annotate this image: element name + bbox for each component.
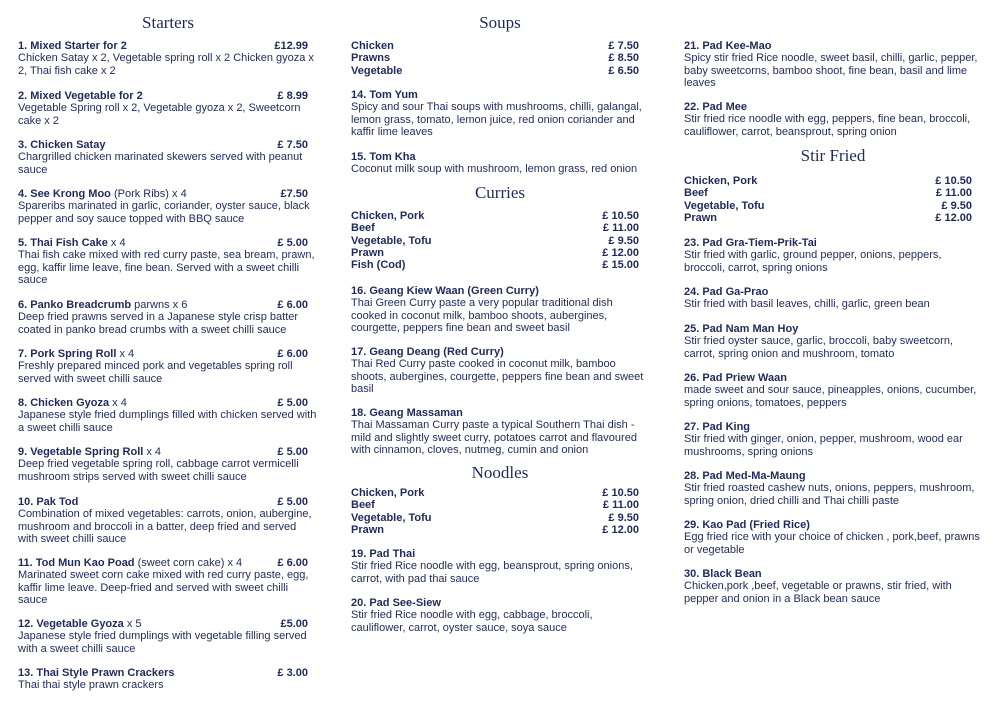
menu-item (684, 286, 982, 311)
item-name: 14. Tom Yum (351, 89, 418, 101)
price-label: Chicken, Pork (351, 487, 425, 499)
item-name: 12. Vegetable Gyoza (18, 618, 124, 630)
price-row (351, 210, 649, 222)
menu-item (684, 40, 982, 89)
menu-item (684, 519, 982, 556)
price-label: Beef (351, 222, 375, 235)
price-label: Beef (684, 187, 708, 200)
item-description: Stir fried with garlic, ground pepper, onions, peppers, broccoli, carrot, spring onions (684, 249, 942, 274)
price-value: £ 12.00 (602, 246, 639, 259)
item-name: 17. Geang Deang (Red Curry) (351, 346, 504, 358)
item-description: Stir fried roasted cashew nuts, onions, peppers, mushroom, spring onion, dried chilli and Thai chilli paste (684, 482, 975, 507)
item-name: 1. Mixed Starter for 2 (18, 40, 127, 52)
menu-item (18, 90, 318, 127)
item-description: Chargrilled chicken marinated skewers served with peanut sauce (18, 151, 303, 176)
menu-item (18, 299, 318, 336)
item-name: 3. Chicken Satay (18, 139, 106, 151)
price-label: Beef (351, 499, 375, 512)
item-name: 13. Thai Style Prawn Crackers (18, 667, 175, 679)
item-price: £ 5.00 (277, 496, 308, 508)
menu-item (351, 407, 649, 456)
menu-item (18, 40, 318, 77)
menu-item (18, 496, 318, 545)
item-description: Chicken,pork ,beef, vegetable or prawns, stir fried, with pepper and onion in a Black bean sauce (684, 580, 952, 605)
price-value: £ 10.50 (935, 175, 972, 187)
menu-item (684, 421, 982, 458)
price-row (684, 212, 982, 224)
item-description: Deep fried vegetable spring roll, cabbage carrot vermicelli mushroom strips served with sweet chilli sauce (18, 458, 299, 483)
item-description: Thai thai style prawn crackers (18, 679, 164, 692)
noodles-heading: Noodles (471, 463, 529, 482)
menu-item (684, 568, 982, 605)
item-name: 5. Thai Fish Cake (18, 237, 108, 249)
menu-item (351, 285, 649, 334)
item-name: 23. Pad Gra-Tiem-Prik-Tai (684, 237, 817, 249)
starters-heading: Starters (142, 13, 194, 32)
item-extra: x 4 (143, 446, 162, 458)
price-value: £ 10.50 (602, 210, 639, 222)
item-name: 26. Pad Priew Waan (684, 372, 787, 384)
price-value: £ 8.50 (608, 52, 639, 65)
menu-item (684, 101, 982, 138)
item-description: Thai Massaman Curry paste a typical Southern Thai dish - mild and slightly sweet curry, potatoes carrot and flavoured with cinnamon, cloves, nutmeg, cumin and onion (351, 419, 637, 456)
price-row (351, 499, 649, 511)
item-extra: x 4 (107, 237, 126, 249)
item-description: Vegetable Spring roll x 2, Vegetable gyoza x 2, Sweetcorn cake x 2 (18, 102, 301, 127)
item-price: £7.50 (280, 188, 308, 200)
price-label: Vegetable, Tofu (684, 199, 765, 212)
item-description: Egg fried rice with your choice of chicken , pork,beef, prawns or vegetable (684, 531, 980, 556)
item-description: Chicken Satay x 2, Vegetable spring roll x 2 Chicken gyoza x 2, Thai fish cake x 2 (18, 52, 314, 77)
item-price: £ 8.99 (277, 90, 308, 102)
item-price: £ 5.00 (277, 237, 308, 249)
item-price: £ 5.00 (277, 446, 308, 458)
item-name: 25. Pad Nam Man Hoy (684, 323, 799, 335)
item-description: made sweet and sour sauce, pineapples, onions, cucumber, spring onions, tomatoes, peppers (684, 384, 977, 409)
item-description: Stir fried rice noodle with egg, peppers, fine bean, broccoli, cauliflower, carrot, beansprout, spring onion (684, 113, 971, 138)
item-name: 2. Mixed Vegetable for 2 (18, 90, 143, 102)
price-value: £ 11.00 (602, 499, 639, 512)
price-value: £ 12.00 (602, 523, 639, 536)
item-description: Deep fried prawns served in a Japanese style crisp batter coated in panko bread crumbs with a sweet chilli sauce (18, 311, 299, 336)
soups-heading: Soups (479, 13, 521, 32)
item-description: Thai Red Curry paste cooked in coconut milk, bamboo shoots, aubergines, courgette, peppers fine bean and sweet basil (351, 358, 644, 395)
item-name: 7. Pork Spring Roll (18, 348, 117, 360)
item-name: 27. Pad King (684, 421, 751, 433)
soups-price-list (351, 40, 649, 77)
price-row (351, 40, 649, 52)
price-row (351, 235, 649, 247)
item-description: Thai fish cake mixed with red curry paste, sea bream, prawn, egg, kaffir lime leave, fine bean. Served with a sweet chilli sauce (18, 249, 315, 286)
menu-item (684, 372, 982, 409)
price-value: £ 12.00 (935, 211, 972, 224)
item-description: Stir fried with basil leaves, chilli, garlic, green bean (684, 298, 930, 311)
item-name: 18. Geang Massaman (351, 407, 463, 419)
price-value: £ 6.50 (608, 64, 639, 77)
item-price: £ 6.00 (277, 299, 308, 311)
item-extra: parwns x 6 (131, 299, 188, 311)
price-value: £ 9.50 (608, 511, 639, 524)
price-label: Prawn (684, 211, 718, 224)
item-name: 22. Pad Mee (684, 101, 747, 113)
item-name: 6. Panko Breadcrumb (18, 299, 132, 311)
item-description: Spicy stir fried Rice noodle, sweet basil, chilli, garlic, pepper, baby sweetcorns, bamboo shoot, fine bean, basil and lime leaves (684, 52, 978, 89)
item-name: 19. Pad Thai (351, 548, 416, 560)
price-row (684, 200, 982, 212)
price-label: Fish (Cod) (351, 259, 406, 272)
item-name: 8. Chicken Gyoza (18, 397, 110, 409)
menu-item (18, 446, 318, 483)
item-extra: (sweet corn cake) x 4 (134, 557, 243, 569)
item-name: 29. Kao Pad (Fried Rice) (684, 519, 810, 531)
price-value: £ 9.50 (941, 199, 972, 212)
price-label: Vegetable, Tofu (351, 234, 432, 247)
item-description: Marinated sweet corn cake mixed with red curry paste, egg, kaffir lime leave. Deep-fried and served with sweet chilli sauce (18, 569, 309, 606)
stir-fried-heading: Stir Fried (800, 146, 866, 165)
menu-item (18, 397, 318, 434)
price-row (351, 52, 649, 64)
price-label: Vegetable, Tofu (351, 511, 432, 524)
item-price: £5.00 (280, 618, 308, 630)
menu-item (684, 237, 982, 274)
item-name: 4. See Krong Moo (18, 188, 111, 200)
price-label: Chicken (351, 40, 394, 52)
price-row (684, 187, 982, 199)
menu-item (18, 667, 318, 692)
item-description: Freshly prepared minced pork and vegetables spring roll served with sweet chilli sauce (18, 360, 293, 385)
price-row (684, 175, 982, 187)
item-description: Thai Green Curry paste a very popular traditional dish cooked in coconut milk, bamboo shoots, aubergines, courgette, peppers fine bean and sweet basil (351, 297, 613, 334)
price-label: Chicken, Pork (351, 210, 425, 222)
price-value: £ 7.50 (608, 40, 639, 52)
item-price: £ 7.50 (277, 139, 308, 151)
item-price: £ 5.00 (277, 397, 308, 409)
item-name: 15. Tom Kha (351, 151, 416, 163)
price-row (351, 487, 649, 499)
menu-item (18, 557, 318, 606)
price-value: £ 11.00 (602, 222, 639, 235)
item-extra: x 5 (123, 618, 142, 630)
price-row (351, 524, 649, 536)
menu-item (18, 188, 318, 225)
item-description: Stir fried Rice noodle with egg, beansprout, spring onions, carrot, with pad thai sauce (351, 560, 633, 585)
menu-item (351, 89, 649, 138)
item-name: 11. Tod Mun Kao Poad (18, 557, 135, 569)
price-label: Prawn (351, 523, 385, 536)
item-name: 21. Pad Kee-Mao (684, 40, 772, 52)
price-row (351, 222, 649, 234)
menu-item (351, 548, 649, 585)
menu-item (351, 597, 649, 634)
item-description: Coconut milk soup with mushroom, lemon grass, red onion (351, 163, 638, 176)
price-label: Prawn (351, 246, 385, 259)
price-label: Chicken, Pork (684, 175, 758, 187)
item-price: £12.99 (274, 40, 308, 52)
noodles-price-list (351, 487, 649, 536)
menu-item (18, 618, 318, 655)
curries-price-list (351, 210, 649, 271)
menu-item (18, 237, 318, 286)
item-extra: (Pork Ribs) x 4 (110, 188, 187, 200)
price-row (351, 259, 649, 271)
menu-item (351, 346, 649, 395)
item-name: 10. Pak Tod (18, 496, 79, 508)
item-name: 9. Vegetable Spring Roll (18, 446, 144, 458)
menu-item (351, 151, 649, 176)
price-label: Vegetable (351, 64, 403, 77)
item-name: 20. Pad See-Siew (351, 597, 441, 609)
price-value: £ 11.00 (935, 187, 972, 200)
item-description: Spareribs marinated in garlic, coriander, oyster sauce, black pepper and soy sauce topped with BBQ sauce (18, 200, 310, 225)
item-price: £ 6.00 (277, 557, 308, 569)
stir-fried-price-list (684, 175, 982, 224)
menu-item (18, 348, 318, 385)
item-price: £ 3.00 (277, 667, 308, 679)
price-value: £ 10.50 (602, 487, 639, 499)
item-description: Spicy and sour Thai soups with mushrooms, chilli, galangal, lemon grass, tomato, lemon juice, red onion coriander and kaffir lime leaves (351, 101, 642, 138)
price-value: £ 15.00 (602, 259, 639, 272)
item-name: 16. Geang Kiew Waan (Green Curry) (351, 285, 539, 297)
item-description: Japanese style fried dumplings filled with chicken served with a sweet chilli sauce (18, 409, 317, 434)
item-description: Stir fried Rice noodle with egg, cabbage, broccoli, cauliflower, carrot, oyster sauce, soya sauce (351, 609, 593, 634)
price-value: £ 9.50 (608, 234, 639, 247)
price-row (351, 65, 649, 77)
price-label: Prawns (351, 52, 391, 65)
curries-heading: Curries (474, 183, 526, 202)
price-row (351, 512, 649, 524)
item-extra: x 4 (109, 397, 127, 409)
item-name: 30. Black Bean (684, 568, 762, 580)
price-row (351, 247, 649, 259)
menu-item (18, 139, 318, 176)
item-name: 24. Pad Ga-Prao (684, 286, 769, 298)
item-description: Combination of mixed vegetables: carrots, onion, aubergine, mushroom and broccoli in a batter, deep fried and served with sweet chilli sauce (18, 508, 312, 545)
menu-item (684, 323, 982, 360)
item-name: 28. Pad Med-Ma-Maung (684, 470, 806, 482)
item-description: Stir fried oyster sauce, garlic, broccoli, baby sweetcorn, carrot, spring onion and mushroom, tomato (684, 335, 954, 360)
item-extra: x 4 (116, 348, 135, 360)
menu-item (684, 470, 982, 507)
item-description: Japanese style fried dumplings with vegetable filling served with a sweet chilli sauce (18, 630, 307, 655)
item-price: £ 6.00 (277, 348, 308, 360)
item-description: Stir fried with ginger, onion, pepper, mushroom, wood ear mushrooms, spring onions (684, 433, 963, 458)
